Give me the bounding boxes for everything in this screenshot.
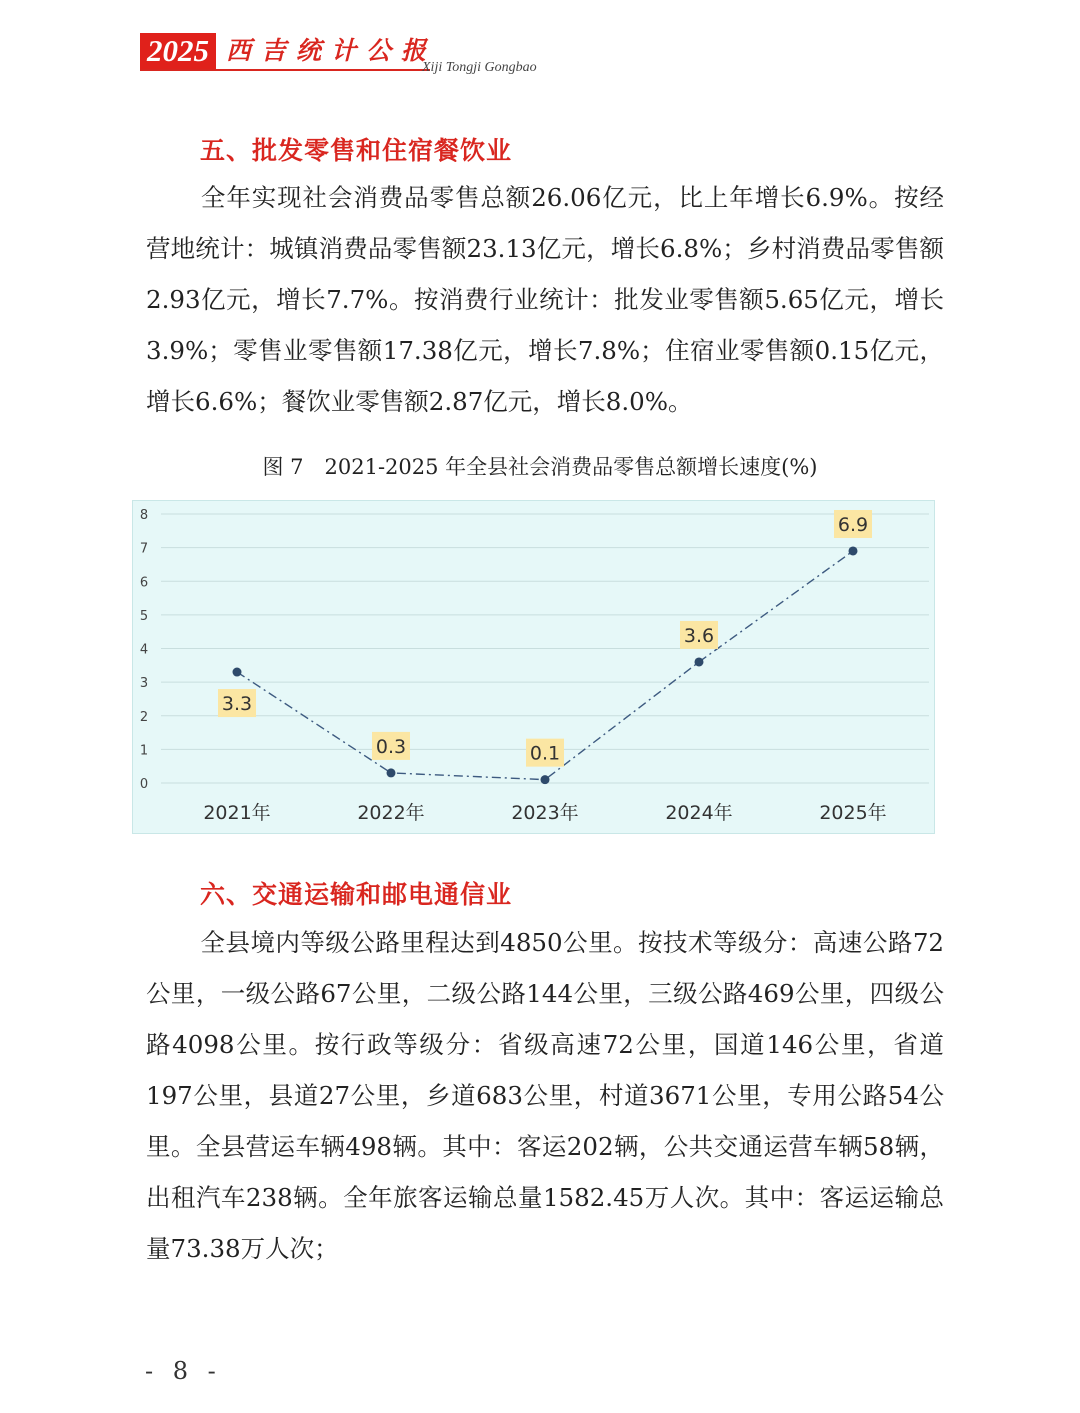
section-5-text: 全年实现社会消费品零售总额26.06亿元，比上年增长6.9%。按经营地统计：城镇消费品零售额23.13亿元，增长6.8%；乡村消费品零售额2.93亿元，增长7.7%。按消费行业统计：批发业零售额5.65亿元，增长3.9%；零售业零售额17.38亿元，增长7.8%；住宿业零售额0.15亿元，增长6.6%；餐饮业零售额2.87亿元，增长8.0%。 — [146, 183, 944, 416]
data-label: 3.3 — [221, 693, 253, 716]
data-point — [387, 768, 396, 777]
data-label: 6.9 — [837, 513, 869, 536]
x-tick-label: 2025年 — [819, 802, 887, 824]
data-label: 0.1 — [529, 742, 561, 765]
data-point — [233, 668, 242, 677]
x-tick-label: 2024年 — [665, 802, 733, 824]
data-point — [695, 657, 704, 666]
x-tick-label: 2022年 — [357, 802, 425, 824]
section-5-heading: 五、批发零售和住宿餐饮业 — [200, 136, 513, 165]
data-point — [541, 775, 550, 784]
section-5-paragraph — [146, 172, 944, 427]
header-title: 西吉统计公报 — [226, 36, 437, 65]
data-label: 3.6 — [683, 624, 715, 647]
y-tick-label: 0 — [139, 777, 149, 792]
page-number: - 8 - — [145, 1357, 222, 1385]
y-tick-label: 8 — [139, 508, 149, 523]
data-point — [849, 546, 858, 555]
y-tick-label: 3 — [139, 676, 149, 692]
y-tick-label: 4 — [139, 642, 149, 658]
header-pinyin: Xiji Tongji Gongbao — [422, 60, 537, 75]
header-year-badge: 2025 — [140, 33, 216, 69]
x-tick-label: 2021年 — [203, 802, 271, 824]
y-tick-label: 7 — [139, 541, 149, 557]
figure-caption: 图 7 2021-2025 年全县社会消费品零售总额增长速度(%) — [262, 455, 818, 479]
y-tick-label: 5 — [139, 608, 149, 624]
section-6-heading: 六、交通运输和邮电通信业 — [200, 880, 513, 909]
growth-chart — [132, 500, 935, 834]
x-tick-label: 2023年 — [511, 802, 579, 824]
section-6-text: 全县境内等级公路里程达到4850公里。按技术等级分：高速公路72公里，一级公路67公里，二级公路144公里，三级公路469公里，四级公路4098公里。按行政等级分：省级高速72公里，国道146公里，省道197公里，县道27公里，乡道683公里，村道3671公里，专用公路54公里。全县营运车辆498辆。其中：客运202辆，公共交通运营车辆58辆，出租汽车238辆。全年旅客运输总量1582.45万人次。其中：客运运输总量73.38万人次； — [146, 928, 944, 1263]
growth-chart-svg — [133, 501, 934, 833]
y-tick-label: 6 — [139, 575, 149, 591]
section-6-paragraph — [146, 917, 944, 1274]
header-rule — [140, 69, 430, 71]
data-label: 0.3 — [375, 735, 407, 758]
y-tick-label: 1 — [139, 743, 149, 759]
y-tick-label: 2 — [139, 709, 149, 725]
